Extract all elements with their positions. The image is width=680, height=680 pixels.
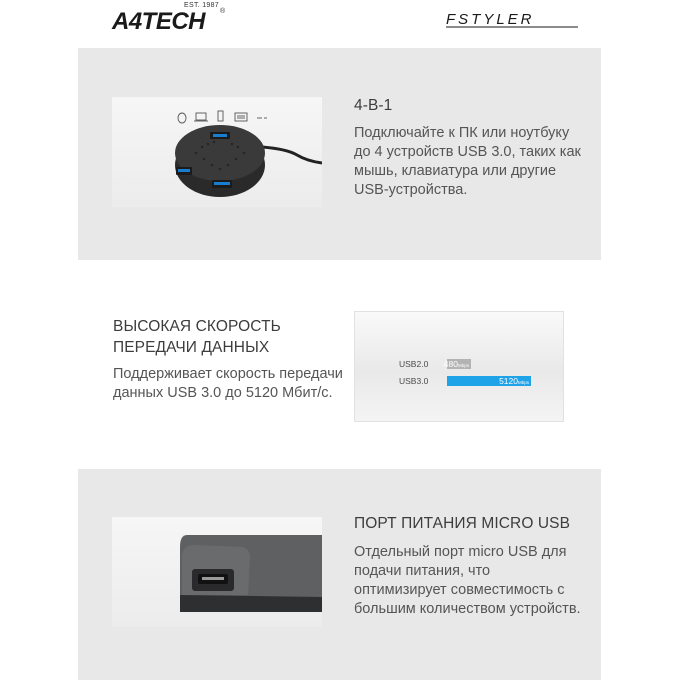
bar-value-label: 5120Mbps	[499, 376, 529, 386]
section-speed-title	[113, 316, 353, 358]
section-4in1-title: 4-В-1	[354, 97, 393, 114]
section-speed-title-line1: ВЫСОКАЯ СКОРОСТЬ	[113, 318, 281, 335]
laptop-icon	[194, 113, 208, 121]
a4tech-logo	[112, 2, 232, 36]
logo-wordmark: A4TECH	[112, 8, 206, 35]
usb-stick-icon	[218, 111, 223, 121]
logo-registered-mark: ®	[220, 8, 226, 15]
fstyler-logo	[444, 8, 580, 30]
section-microusb-text: Отдельный порт micro USB для подачи питания, что оптимизирует совместимость с большим количеством устройств.	[354, 544, 581, 617]
speed-chart	[354, 311, 564, 422]
section-speed-title-line2: ПЕРЕДАЧИ ДАННЫХ	[113, 339, 270, 356]
bar-value-label: 480Mbps	[443, 359, 469, 369]
svg-text:FSTYLER: FSTYLER	[446, 11, 535, 28]
section-4in1-text: Подключайте к ПК или ноутбуку до 4 устройств USB 3.0, таких как мышь, клавиатура или другие USB-устройства.	[354, 125, 581, 198]
bar-category-label: USB2.0	[399, 359, 429, 369]
logo-established: EST. 1987	[184, 2, 219, 9]
mouse-icon	[178, 113, 186, 123]
micro-usb-port-photo	[112, 517, 322, 627]
bar-category-label: USB3.0	[399, 376, 429, 386]
section-speed-text: Поддерживает скорость передачи данных USB 3.0 до 5120 Мбит/с.	[113, 366, 343, 401]
section-microusb-title: ПОРТ ПИТАНИЯ MICRO USB	[354, 515, 571, 532]
usb-hub-photo	[112, 97, 322, 207]
keyboard-icon	[235, 113, 247, 121]
